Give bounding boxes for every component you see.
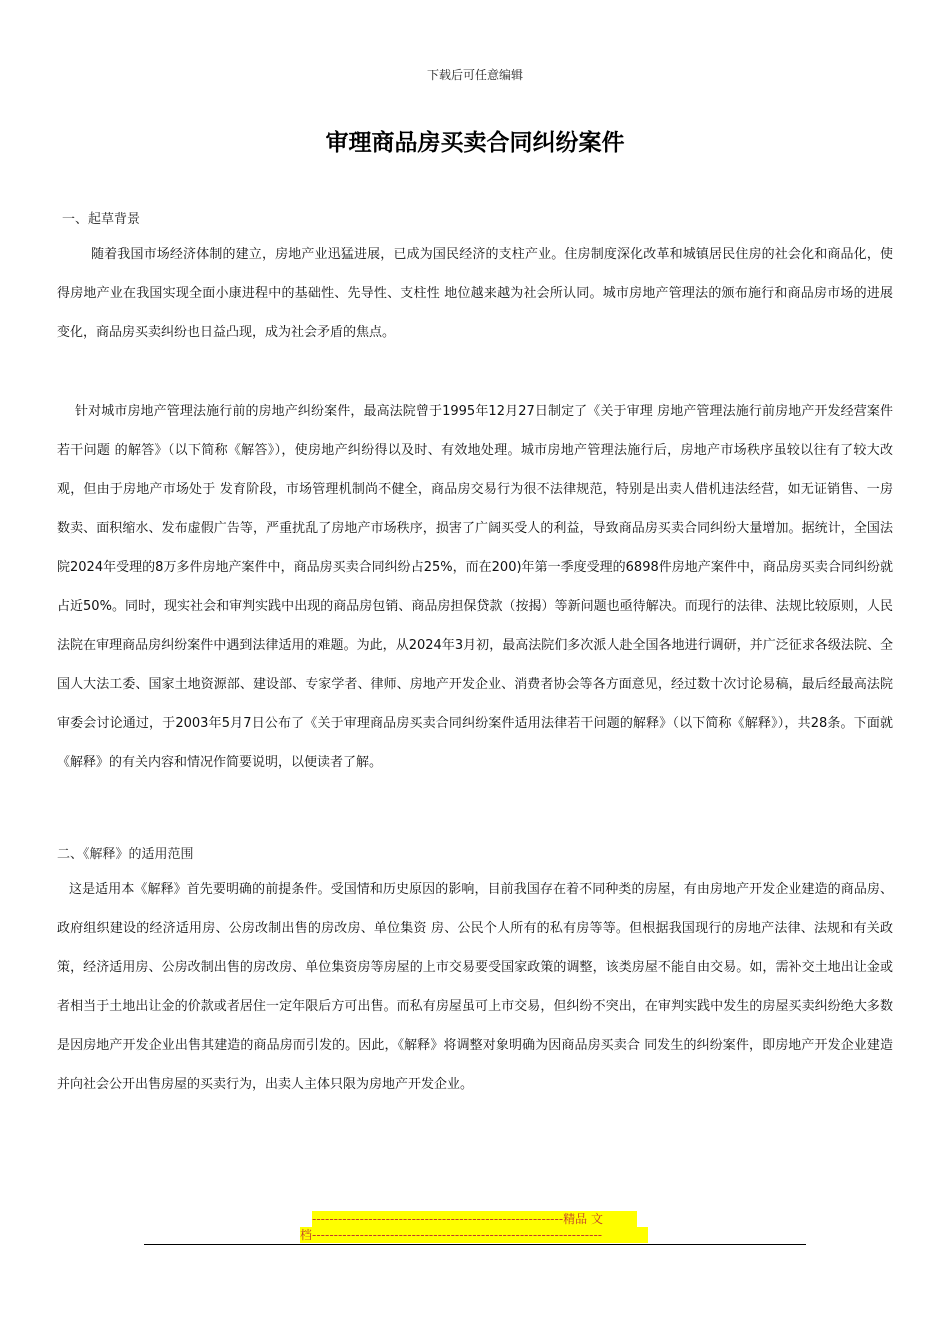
paragraph-background: 随着我国市场经济体制的建立，房地产业迅猛进展，已成为国民经济的支柱产业。住房制度深化改革和城镇居民住房的社会化和商品化，使得房地产业在我国实现全面小康进程中的基础性、先导性、支柱性 地位越来越为社会所认同。城市房地产管理法的颁布施行和商品房市场的进展变化，商品房买卖纠纷也日益凸现，成为社会矛盾的焦点。 (57, 247, 893, 340)
section-heading-scope: 二、《解释》的适用范围 (57, 847, 194, 862)
section-heading-background: 一、起草背景 (62, 212, 141, 227)
footer-line-2: 档------------------------------------------------------------------- (300, 1227, 648, 1243)
document-title: 审理商品房买卖合同纠纷案件 (325, 130, 625, 156)
footer-rule (144, 1244, 806, 1245)
header-note: 下载后可任意编辑 (426, 68, 523, 82)
footer-watermark (300, 1211, 650, 1243)
footer-line-1: ----------------------------------------------------------精品 文 (312, 1211, 637, 1227)
paragraph-scope: 这是适用本《解释》首先要明确的前提条件。受国情和历史原因的影响，目前我国存在着不同种类的房屋，有由房地产开发企业建造的商品房、政府组织建设的经济适用房、公房改制出售的房改房、单位集资 房、公民个人所有的私有房等等。但根据我国现行的房地产法律、法规和有关政策，经济适用房、公房改制出售的房改房、单位集资房等房屋的上市交易要受国家政策的调整，该类房屋不能自由交易。如，需补交土地出让金或者相当于土地出让金的价款或者居住一定年限后方可出售。而私有房屋虽可上市交易，但纠纷不突出，在审判实践中发生的房屋买卖纠纷绝大多数是因房地产开发企业出售其建造的商品房而引发的。因此，《解释》将调整对象明确为因商品房买卖合 同发生的纠纷案件，即房地产开发企业建造并向社会公开出售房屋的买卖行为，出卖人主体只限为房地产开发企业。 (57, 882, 893, 1092)
paragraph-drafting-history: 针对城市房地产管理法施行前的房地产纠纷案件，最高法院曾于1995年12月27日制定了《关于审理 房地产管理法施行前房地产开发经营案件若干问题 的解答》（以下简称《解答》），使房地产纠纷得以及时、有效地处理。城市房地产管理法施行后，房地产市场秩序虽较以往有了较大改观，但由于房地产市场处于 发育阶段，市场管理机制尚不健全，商品房交易行为很不法律规范，特别是出卖人借机违法经营，如无证销售、一房数卖、面积缩水、发布虚假广告等，严重扰乱了房地产市场秩序，损害了广阔买受人的利益，导致商品房买卖合同纠纷大量增加。据统计，全国法院2024年受理的8万多件房地产案件中，商品房买卖合同纠纷占25%，而在200)年第一季度受理的6898件房地产案件中，商品房买卖合同纠纷就占近50%。同时，现实社会和审判实践中出现的商品房包销、商品房担保贷款（按揭）等新问题也亟待解决。而现行的法律、法规比较原则，人民法院在审理商品房纠纷案件中遇到法律适用的难题。为此，从2024年3月初，最高法院们多次派人赴全国各地进行调研，并广泛征求各级法院、全国人大法工委、国家土地资源部、建设部、专家学者、律师、房地产开发企业、消费者协会等各方面意见，经过数十次讨论易稿，最后经最高法院审委会讨论通过，于2003年5月7日公布了《关于审理商品房买卖合同纠纷案件适用法律若干问题的解释》（以下简称《解释》），共28条。下面就《解释》的有关内容和情况作简要说明，以便读者了解。 (57, 404, 893, 770)
